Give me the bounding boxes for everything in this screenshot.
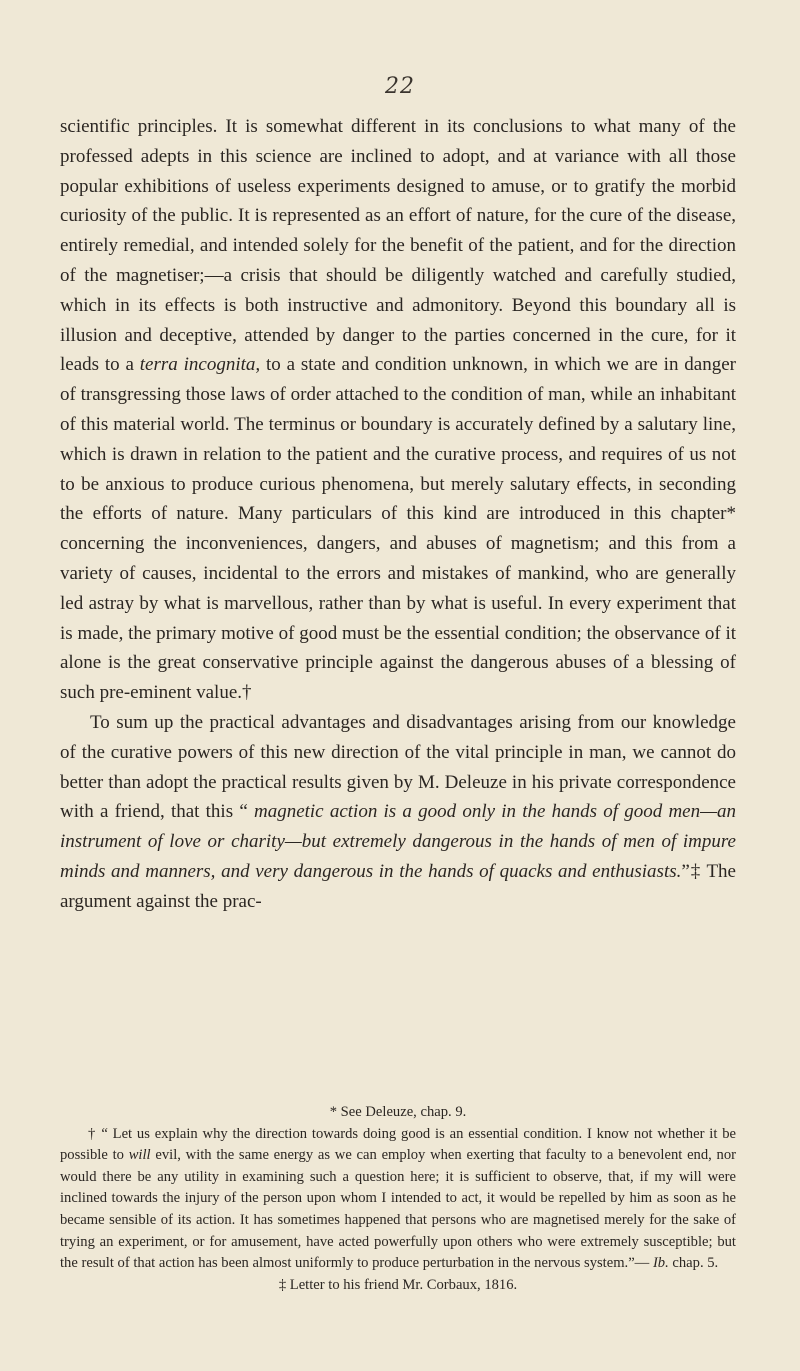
page-number: 22 [385,74,415,99]
footnote-2-italic-will: will [128,1147,151,1164]
main-text [60,112,736,917]
footnote-2 [60,1124,736,1275]
paragraph-1 [60,112,736,708]
footnote-2-italic-ib: Ib. [652,1255,669,1272]
footnote-2-text-c: chap. 5. [668,1255,719,1272]
footnote-3: ‡ Letter to his friend Mr. Corbaux, 1816. [278,1276,518,1293]
paragraph-2-italic-quote: magnetic action is a good only in the hands of good men—an instrument of love or charity—but extremely dangerous in the hands of men of impure minds and manners, and very dangerous in the hands of quacks and enthusiasts. [60,801,736,882]
paragraph-1-text-b: to a state and condition unknown, in which we are in danger of transgressing those laws of order attached to the condition of man, while an inhabitant of this material world. The terminus or boundary is accurately defined by a salutary line, which is drawn in relation to the patient and the curative process, and requires of us not to be anxious to produce curious phenomena, but merely salutary effects, in seconding the efforts of nature. Many particulars of this kind are introduced in this chapter* concerning the inconveniences, dangers, and abuses of magnetism; and this from a variety of causes, incidental to the errors and mistakes of mankind, who are generally led astray by what is marvellous, rather than by what is useful. In every experiment that is made, the primary motive of good must be the essential condition; the observance of it alone is the great conservative principle against the dangerous abuses of a blessing of such pre-eminent value.† [60,354,736,704]
paragraph-1-italic-terra-incognita: terra incognita, [139,354,261,376]
footnote-2-text-a: † “ Let us explain why the direction towards doing good is an essential condition. I know not whether it be possible to [60,1125,736,1164]
footnote-1: * See Deleuze, chap. 9. [329,1104,467,1120]
paragraph-2-text-a: To sum up the practical advantages and disadvantages arising from our knowledge of the curative powers of this new direction of the vital principle in man, we cannot do better than adopt the practical results given by M. Deleuze in his private correspondence with a friend, that this “ [60,711,736,823]
footnotes [60,1102,736,1296]
paragraph-2 [60,708,736,917]
footnote-2-text-b: evil, with the same energy as we can employ when exerting that faculty to a benevolent end, nor would there be any utility in examining such a question here; it is sufficient to observe, that, if my will were inclined towards the injury of the person upon whom I intended to act, it would be repelled by him as soon as he became sensible of its action. It has sometimes happened that persons who are magnetised merely for the sake of trying an experiment, or for amusement, have acted powerfully upon others who were extremely susceptible; but the result of that action has been almost uniformly to produce perturbation in the nervous system.”— [60,1147,736,1272]
paragraph-1-text-a: scientific principles. It is somewhat different in its conclusions to what many of the professed adepts in this science are inclined to adopt, and at variance with all those popular exhibitions of useless experiments designed to amuse, or to gratify the morbid curiosity of the public. It is represented as an effort of nature, for the cure of the disease, entirely remedial, and intended solely for the benefit of the patient, and for the direction of the magnetiser;—a crisis that should be diligently watched and carefully studied, which in its effects is both instructive and admonitory. Beyond this boundary all is illusion and deceptive, attended by danger to the parties concerned in the cure, for it leads to a [60,116,736,376]
paragraph-2-text-b: ”‡ The argument against the prac- [60,860,736,912]
